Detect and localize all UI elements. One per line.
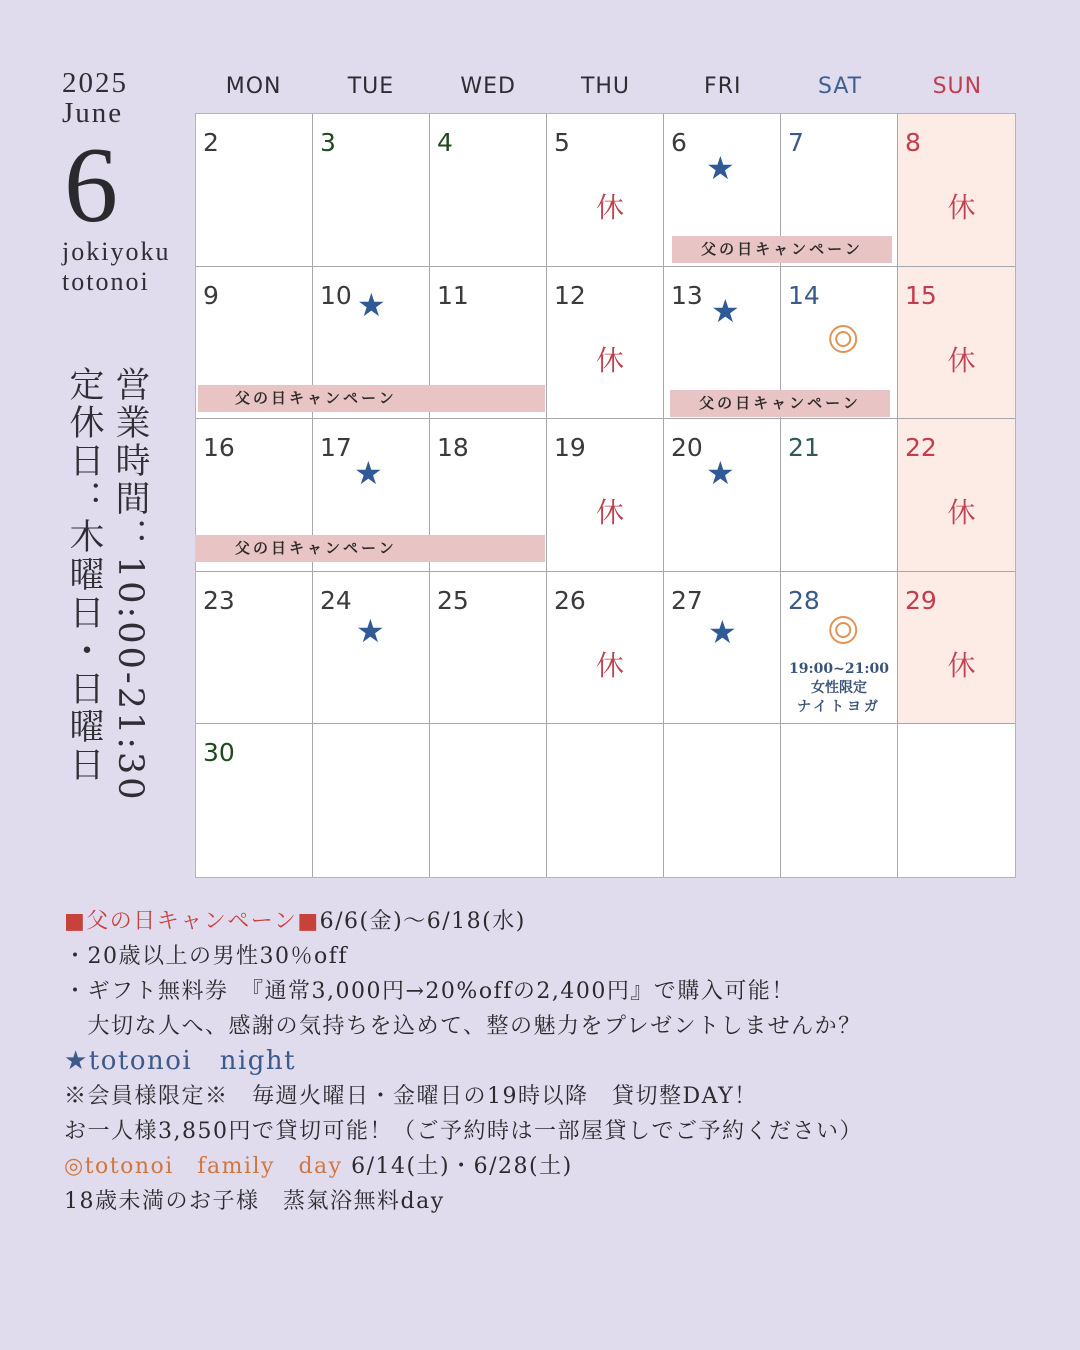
closed-mark: 休 <box>596 496 625 530</box>
empty-cell <box>313 724 430 877</box>
day-number: 13 <box>671 280 703 310</box>
day-cell <box>898 267 1015 420</box>
weekday-fri: FRI <box>704 74 742 99</box>
campaign-bar: 父の日キャンペーン <box>195 535 545 562</box>
day-cell <box>547 572 664 725</box>
day-number: 3 <box>320 128 336 157</box>
day-number: 2 <box>203 128 219 157</box>
campaign-period: 6/6(金)〜6/18(水) <box>319 909 526 934</box>
star-icon: ★ <box>711 291 740 330</box>
business-hours: 営業時間：10:00-21:30 <box>110 366 150 803</box>
calendar-grid <box>195 113 1016 878</box>
day-number: 25 <box>437 585 469 615</box>
business-info <box>64 366 150 836</box>
weekday-wed: WED <box>460 74 516 99</box>
day-cell <box>547 114 664 267</box>
day-cell <box>547 267 664 420</box>
closed-mark: 休 <box>596 343 625 377</box>
day-number: 6 <box>671 128 687 157</box>
family-heading <box>64 1149 1024 1184</box>
day-cell <box>664 572 781 725</box>
campaign-item: 大切な人へ、感謝の気持ちを込めて、整の魅力をプレゼントしませんか？ <box>64 1014 862 1039</box>
empty-cell <box>898 724 1015 877</box>
day-number: 19 <box>554 433 586 463</box>
day-number: 16 <box>203 433 235 463</box>
day-cell <box>781 419 898 572</box>
day-number: 9 <box>203 280 219 310</box>
day-number: 28 <box>788 585 820 615</box>
double-circle-icon <box>829 325 857 353</box>
notes-section <box>64 904 1024 1219</box>
month-header <box>62 68 187 296</box>
closed-mark: 休 <box>947 648 976 682</box>
day-number: 26 <box>554 585 586 615</box>
brand-line-1: jokiyoku <box>62 237 171 266</box>
brand-line-2: totonoi <box>62 267 150 296</box>
closed-days: 定休日：木曜日・日曜日 <box>64 366 104 784</box>
weekday-tue: TUE <box>347 74 395 99</box>
empty-cell <box>547 724 664 877</box>
weekday-header <box>195 74 1016 106</box>
month-number: 6 <box>64 126 118 245</box>
day-number: 15 <box>905 280 937 310</box>
day-number: 7 <box>788 128 804 157</box>
day-number: 29 <box>905 585 937 615</box>
event-time: 19:00~21:00 <box>789 660 889 677</box>
night-line: お一人様3,850円で貸切可能！（ご予約時は一部屋貸しでご予約ください） <box>64 1119 863 1144</box>
day-number: 4 <box>437 128 453 157</box>
day-cell <box>313 572 430 725</box>
day-number: 18 <box>437 433 469 463</box>
campaign-bar: 父の日キャンペーン <box>198 385 545 412</box>
family-dates: 6/14(土)・6/28(土) <box>342 1154 573 1179</box>
day-number: 12 <box>554 280 586 310</box>
year-label: 2025 <box>62 67 128 99</box>
closed-mark: 休 <box>947 191 976 224</box>
weekday-sun: SUN <box>932 74 983 99</box>
weekday-sat: SAT <box>817 74 863 99</box>
month-name-label: June <box>62 97 124 129</box>
day-number: 23 <box>203 585 235 615</box>
star-icon: ★ <box>708 612 737 651</box>
day-number: 14 <box>788 280 820 310</box>
family-title: ◎totonoi family day <box>64 1154 343 1179</box>
closed-mark: 休 <box>947 343 976 377</box>
family-line: 18歳未満のお子様 蒸氣浴無料day <box>64 1189 445 1214</box>
day-number: 8 <box>905 128 921 157</box>
day-cell <box>664 419 781 572</box>
campaign-item: ・20歳以上の男性30％off <box>64 944 349 969</box>
day-number: 27 <box>671 585 703 615</box>
day-cell <box>196 114 313 267</box>
day-number: 30 <box>203 738 235 768</box>
day-cell <box>898 419 1015 572</box>
event-audience: 女性限定 <box>811 679 867 696</box>
closed-mark: 休 <box>596 648 625 682</box>
day-cell <box>313 114 430 267</box>
empty-cell <box>664 724 781 877</box>
campaign-bar: 父の日キャンペーン <box>670 390 890 417</box>
night-yoga-note <box>781 660 897 717</box>
day-cell <box>196 724 313 877</box>
campaign-bar: 父の日キャンペーン <box>672 236 892 263</box>
night-line: ※会員様限定※ 毎週火曜日・金曜日の19時以降 貸切整DAY！ <box>64 1084 758 1109</box>
day-number: 22 <box>905 433 937 463</box>
empty-cell <box>781 724 898 877</box>
day-cell <box>898 114 1015 267</box>
day-number: 10 <box>320 280 352 310</box>
closed-mark: 休 <box>947 496 976 530</box>
double-circle-icon <box>829 616 857 644</box>
campaign-title: ■父の日キャンペーン■ <box>64 909 320 934</box>
day-number: 5 <box>554 128 570 157</box>
day-number: 17 <box>320 433 352 463</box>
day-number: 20 <box>671 433 703 463</box>
day-cell <box>430 572 547 725</box>
day-number: 11 <box>437 280 469 310</box>
event-name: ナイトヨガ <box>796 698 882 715</box>
day-cell <box>898 572 1015 725</box>
star-icon: ★ <box>354 454 383 493</box>
campaign-item: ・ギフト無料券 『通常3,000円→20%offの2,400円』で購入可能！ <box>64 979 795 1004</box>
star-icon: ★ <box>356 611 385 650</box>
day-cell <box>196 572 313 725</box>
weekday-mon: MON <box>225 74 282 99</box>
day-number: 24 <box>320 585 352 615</box>
day-cell <box>430 114 547 267</box>
star-icon: ★ <box>706 454 735 493</box>
empty-cell <box>430 724 547 877</box>
campaign-heading <box>64 904 1024 939</box>
day-cell <box>781 572 898 725</box>
star-icon: ★ <box>357 285 386 324</box>
star-icon: ★ <box>706 149 735 187</box>
weekday-thu: THU <box>580 74 631 99</box>
closed-mark: 休 <box>596 191 625 224</box>
night-title: ★totonoi night <box>64 1046 297 1076</box>
day-cell <box>547 419 664 572</box>
day-number: 21 <box>788 433 820 463</box>
